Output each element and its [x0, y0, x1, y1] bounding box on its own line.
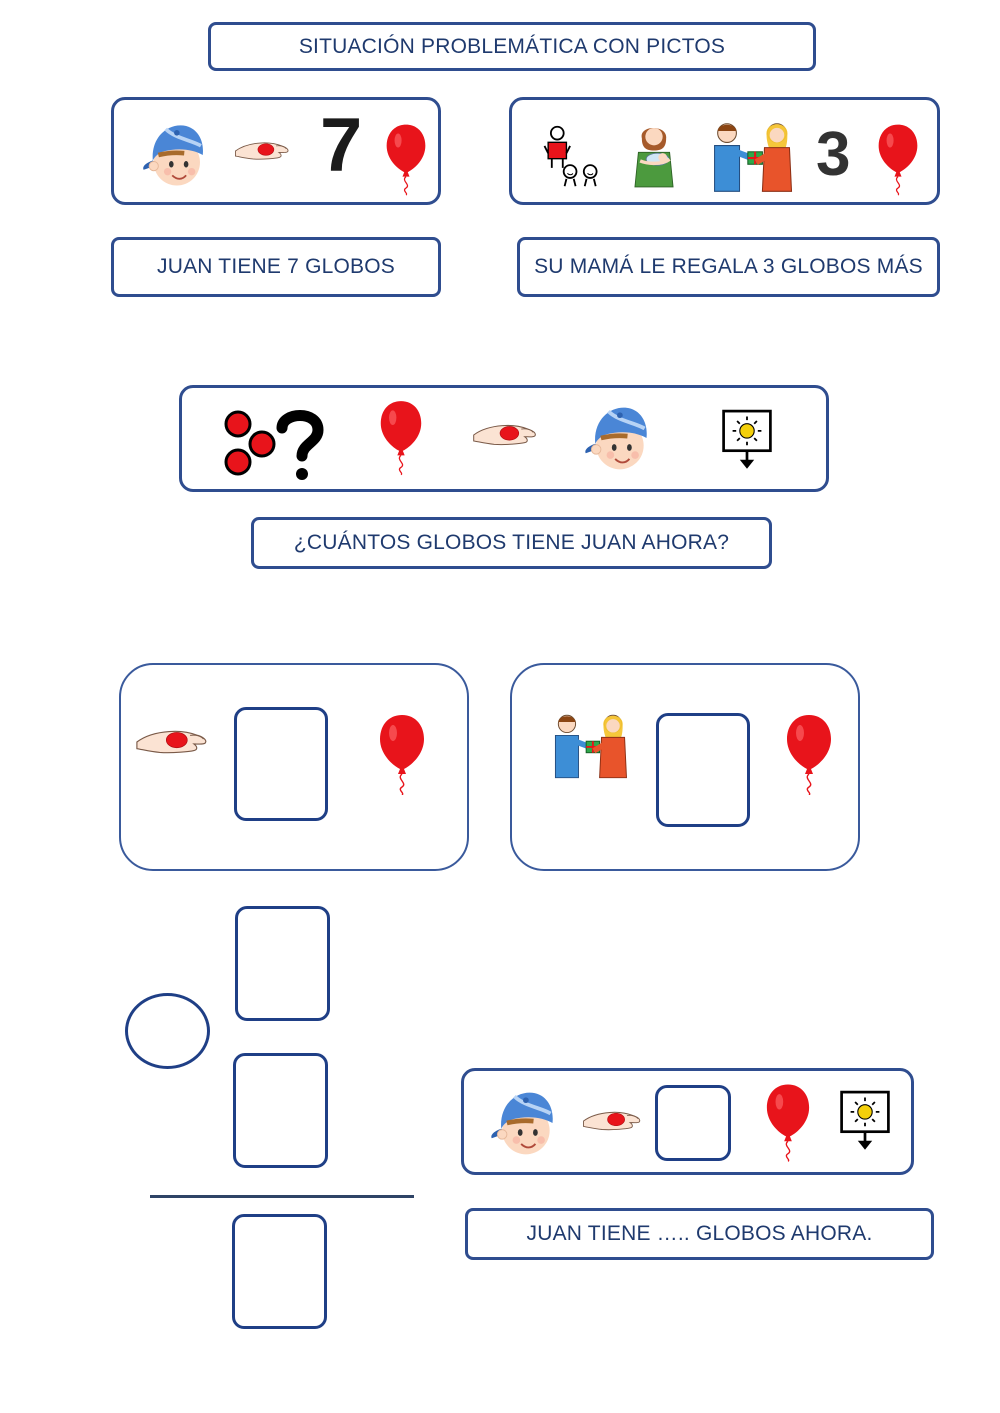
hand-holding-ball-icon [582, 1105, 644, 1137]
operation-sign-circle[interactable] [125, 993, 210, 1069]
red-balloon-icon [377, 713, 427, 795]
red-balloon-icon [378, 396, 424, 478]
number-seven: 7 [320, 103, 363, 188]
answer-box-total[interactable] [655, 1085, 731, 1161]
operation-box-top[interactable] [235, 906, 330, 1021]
data-box-gives [510, 663, 860, 871]
mother-with-baby-icon [628, 114, 680, 194]
picto-strip-question [179, 385, 829, 492]
boy-with-cap-icon [486, 1085, 562, 1161]
question-label [251, 517, 772, 569]
operation-box-result[interactable] [232, 1214, 327, 1329]
hand-holding-ball-icon [135, 723, 211, 761]
hand-holding-ball-icon [472, 418, 540, 452]
boy-with-cap-icon [138, 118, 212, 192]
red-balloon-icon [764, 1081, 812, 1163]
sum-line [150, 1195, 414, 1198]
picto-strip-mom-gives-3 [509, 97, 940, 205]
red-balloon-icon [384, 118, 428, 200]
now-sun-arrow-icon [838, 1085, 892, 1155]
sentence-mom-gives-3 [517, 237, 940, 297]
red-balloon-icon [784, 713, 834, 795]
data-box-has [119, 663, 469, 871]
picto-strip-answer [461, 1068, 914, 1175]
sentence-2-text: SU MAMÁ LE REGALA 3 GLOBOS MÁS [534, 255, 923, 278]
answer-sentence-text: JUAN TIENE ….. GLOBOS AHORA. [526, 1222, 873, 1245]
page-title-text: SITUACIÓN PROBLEMÁTICA CON PICTOS [298, 34, 726, 58]
now-sun-arrow-icon [720, 404, 774, 474]
operation-box-middle[interactable] [233, 1053, 328, 1168]
sentence-juan-has-7 [111, 237, 441, 297]
hand-holding-ball-icon [234, 136, 292, 166]
question-text: ¿CUÁNTOS GLOBOS TIENE JUAN AHORA? [293, 531, 730, 554]
boy-with-cap-icon [580, 400, 656, 476]
give-gift-icon [700, 120, 804, 194]
picto-strip-juan-has-7 [111, 97, 441, 205]
page-title [208, 22, 816, 71]
answer-box-second-addend[interactable] [656, 713, 750, 827]
answer-box-first-addend[interactable] [234, 707, 328, 821]
possessive-his-icon [536, 124, 606, 188]
sentence-1-text: JUAN TIENE 7 GLOBOS [157, 255, 395, 278]
how-many-icon [220, 402, 330, 482]
answer-sentence [465, 1208, 934, 1260]
red-balloon-icon [876, 118, 920, 200]
give-gift-icon [542, 711, 638, 781]
number-three: 3 [816, 120, 851, 189]
